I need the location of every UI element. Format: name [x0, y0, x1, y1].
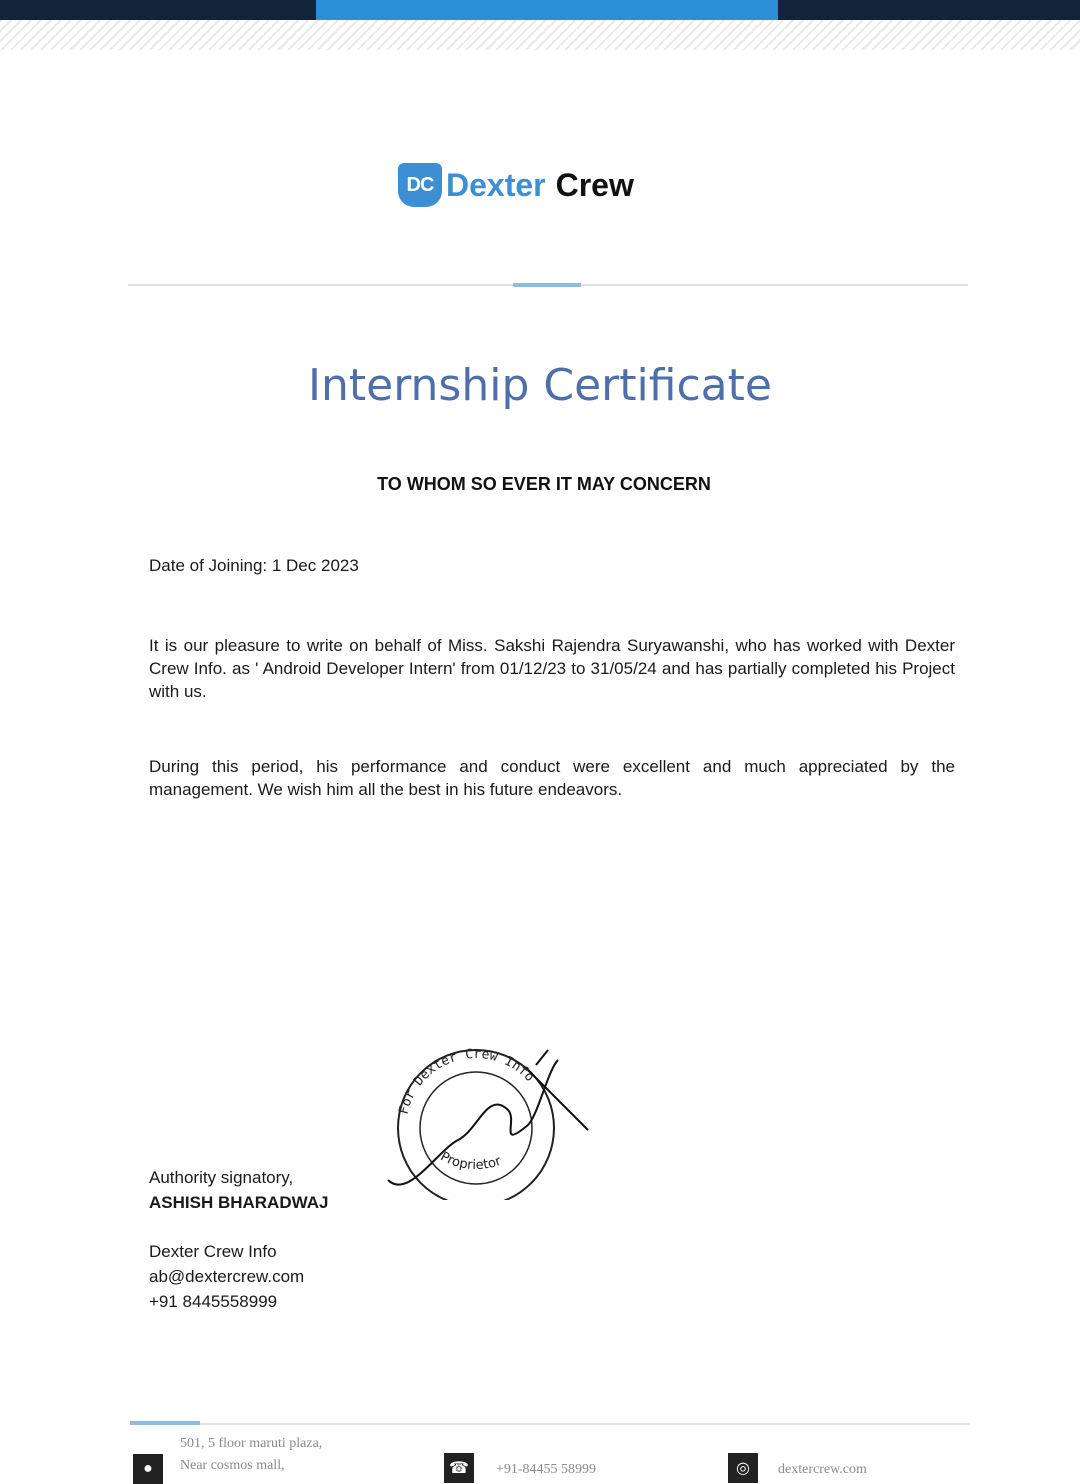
footer-website[interactable]: dextercrew.com — [778, 1462, 867, 1477]
contact-company: Dexter Crew Info — [149, 1242, 277, 1261]
logo-name-dexter: Dexter — [446, 166, 546, 203]
location-pin-icon: ● — [133, 1454, 163, 1484]
company-logo — [398, 160, 634, 210]
footer-divider-accent — [130, 1421, 200, 1425]
stamp-center-text: Proprietor — [437, 1149, 504, 1174]
body-paragraph-1: It is our pleasure to write on behalf of Miss. Sakshi Rajendra Suryawanshi, who has worked with Dexter Crew Info. as ' Android Developer Intern' from 01/12/23 to 31/05/24 and has partially completed his Project with us. — [149, 636, 955, 701]
svg-text:Proprietor — [438, 1149, 504, 1173]
signatory-label: Authority signatory, — [149, 1168, 294, 1187]
top-banner-accent — [316, 0, 778, 20]
signatory-name: ASHISH BHARADWAJ — [149, 1193, 329, 1212]
certificate-title: Internship Certificate — [308, 360, 772, 411]
logo-mark-icon: DC — [398, 163, 442, 207]
footer-address-line-1: 501, 5 floor maruti plaza, — [180, 1436, 323, 1451]
stamp-ring-text: For Dexter Crew Info — [396, 1046, 537, 1116]
body-paragraph-2: During this period, his performance and conduct were excellent and much appreciated by the management. We wish him all the best in his future endeavors. — [149, 757, 955, 799]
globe-icon: ◎ — [728, 1453, 758, 1483]
hatch-pattern-strip — [0, 20, 1080, 50]
salutation: TO WHOM SO EVER IT MAY CONCERN — [377, 474, 711, 494]
date-of-joining: Date of Joining: 1 Dec 2023 — [149, 556, 359, 575]
footer-address-line-2: Near cosmos mall, — [180, 1458, 285, 1473]
contact-phone[interactable]: +91 8445558999 — [149, 1292, 278, 1311]
footer-phone[interactable]: +91-84455 58999 — [496, 1462, 597, 1477]
svg-text:For Dexter Crew Info — [396, 1047, 536, 1116]
phone-icon: ☎ — [444, 1453, 474, 1483]
company-stamp-seal — [378, 1030, 598, 1200]
logo-name-crew: Crew — [555, 166, 634, 203]
contact-email[interactable]: ab@dextercrew.com — [149, 1267, 305, 1286]
header-divider-accent — [513, 283, 581, 287]
footer-divider — [130, 1423, 970, 1425]
